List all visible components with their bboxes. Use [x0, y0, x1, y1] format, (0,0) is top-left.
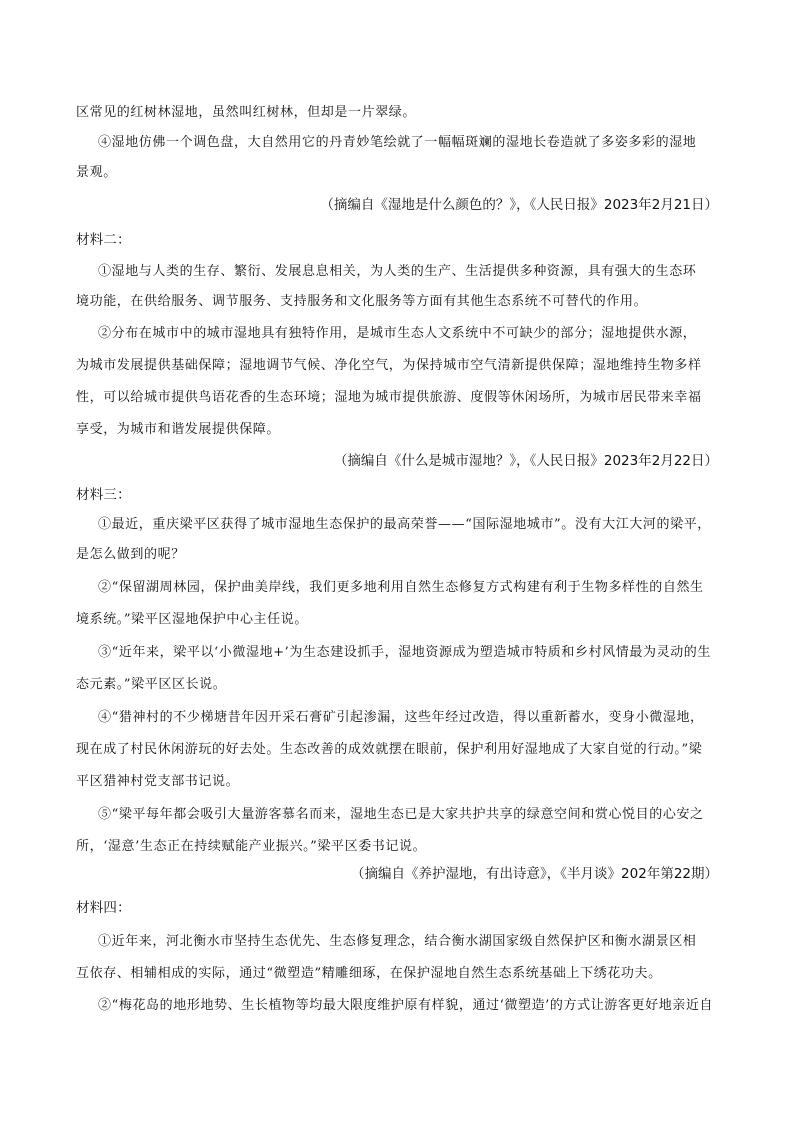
paragraph-line: 所，‘湿意’生态正在持续赋能产业振兴。”梁平区委书记说。: [76, 839, 427, 854]
paragraph-line: ①最近，重庆梁平区获得了城市湿地生态保护的最高荣誉——“国际湿地城市”。没有大江大河的梁平，: [98, 517, 711, 532]
paragraph-line: 平区猎神村党支部书记说。: [76, 774, 240, 789]
paragraph-line: ②分布在城市中的城市湿地具有独特作用，是城市生态人文系统中不可缺少的部分；湿地提供水源，: [98, 326, 697, 341]
paragraph-line: ①湿地与人类的生存、繁衍、发展息息相关，为人类的生产、生活提供多种资源，具有强大的生态环: [98, 264, 697, 279]
paragraph-line: 区常见的红树林湿地，虽然叫红树林，但却是一片翠绿。: [76, 105, 417, 120]
paragraph-line: ②“梅花岛的地形地势、生长植物等均最大限度维护原有样貌，通过‘微塑造’的方式让游客更好地亲近自: [98, 998, 714, 1013]
paragraph-line: 态元素。”梁平区区长说。: [76, 677, 227, 692]
section-heading: 材料三：: [76, 487, 131, 503]
paragraph-line: 性，可以给城市提供鸟语花香的生态环境；湿地为城市提供旅游、度假等休闲场所，为城市居民带来幸福: [76, 390, 702, 405]
paragraph-line: ①近年来，河北衡水市坚持生态优先、生态修复理念，结合衡水湖国家级自然保护区和衡水湖景区相: [98, 934, 697, 949]
paragraph-line: 是怎么做到的呢？: [76, 547, 185, 562]
section-heading: 材料二：: [76, 232, 131, 248]
paragraph-line: ④“猎神村的不少梯塘昔年因开采石膏矿引起渗漏，这些年经过改造，得以重新蓄水，变身小微湿地，: [98, 710, 704, 725]
paragraph-line: ③“近年来，梁平以‘小微湿地+’为生态建设抓手，湿地资源成为塑造城市特质和乡村风情最为灵动的生: [98, 645, 712, 660]
paragraph-line: 景观。: [76, 165, 117, 180]
paragraph-line: 境系统。”梁平区湿地保护中心主任说。: [76, 612, 308, 627]
source-citation: （摘编自《养护湿地，有出诗意》，《半月谈》202年第22期）: [351, 866, 718, 882]
paragraph-line: ⑤“梁平每年都会吸引大量游客慕名而来，湿地生态已是大家共护共享的绿意空间和赏心悦目的心安之: [98, 807, 704, 822]
paragraph-line: ②“保留湖周林园，保护曲美岸线，我们更多地利用自然生态修复方式构建有利于生物多样性的自然生: [98, 580, 704, 595]
source-citation: （摘编自《湿地是什么颜色的？》，《人民日报》2023年2月21日）: [320, 197, 718, 213]
paragraph-line: ④湿地仿佛一个调色盘，大自然用它的丹青妙笔绘就了一幅幅斑斓的湿地长卷造就了多姿多彩的湿地: [98, 135, 697, 150]
paragraph-line: 互依存、相辅相成的实际，通过“微塑造”精雕细琢，在保护湿地自然生态系统基础上下绣花功夫。: [76, 966, 662, 981]
paragraph-line: 境功能，在供给服务、调节服务、支持服务和文化服务等方面有其他生态系统不可替代的作用。: [76, 294, 648, 309]
source-citation: （摘编自《什么是城市湿地？》，《人民日报》2023年2月22日）: [333, 453, 718, 469]
paragraph-line: 现在成了村民休闲游玩的好去处。生态改善的成效就摆在眼前，保护利用好湿地成了大家自觉的行动。”梁: [76, 742, 703, 757]
section-heading: 材料四：: [76, 900, 131, 916]
paragraph-line: 为城市发展提供基础保障；湿地调节气候、净化空气，为保持城市空气清新提供保障；湿地维持生物多样: [76, 358, 702, 373]
paragraph-line: 享受，为城市和谐发展提供保障。: [76, 422, 281, 437]
